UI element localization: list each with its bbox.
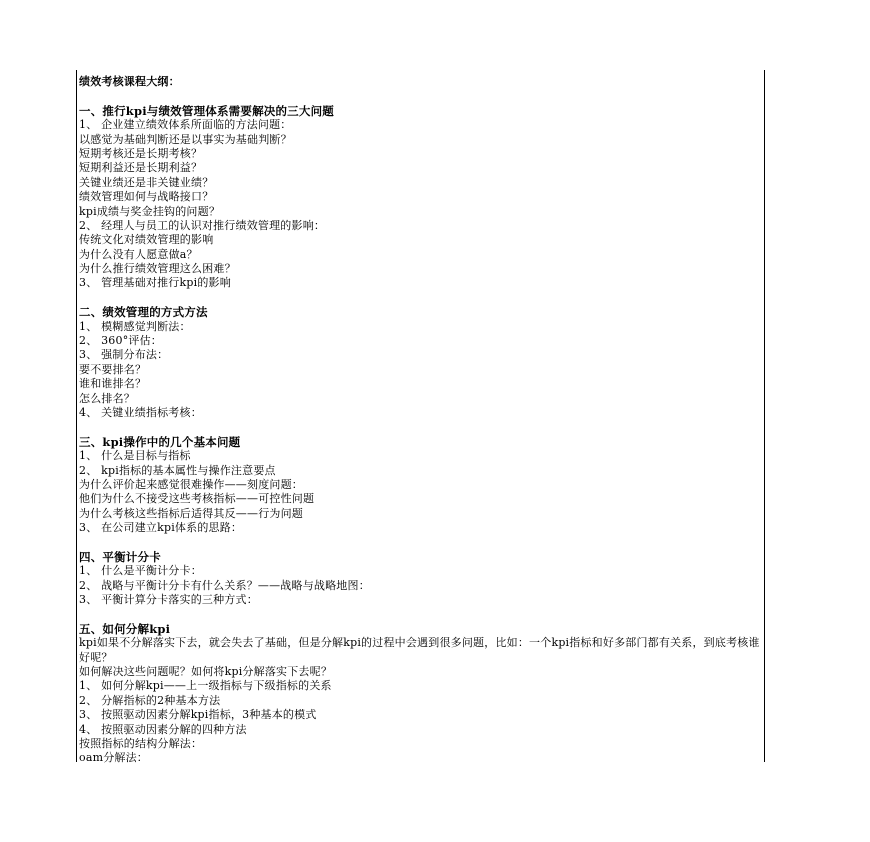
outline-line: 为什么推行绩效管理这么困难？ [79, 262, 236, 276]
outline-line: 要不要排名？ [79, 362, 147, 376]
outline-line: 2、 战略与平衡计分卡有什么关系？——战略与战略地图： [79, 578, 370, 592]
spacer [79, 607, 760, 621]
outline-line: 为什么考核这些指标后适得其反——行为问题 [79, 506, 303, 520]
outline-line: 以感觉为基础判断还是以事实为基础判断？ [79, 132, 292, 146]
outline-line: 4、 按照驱动因素分解的四种方法 [79, 722, 247, 736]
outline-line: 3、 按照驱动因素分解kpi指标，3种基本的模式 [79, 708, 317, 722]
outline-line: 短期考核还是长期考核？ [79, 146, 203, 160]
outline-line: 谁和谁排名？ [79, 377, 147, 391]
section-heading: 二、绩效管理的方式方法 [79, 305, 208, 320]
outline-line: 3、 平衡计算分卡落实的三种方式： [79, 593, 258, 607]
outline-line: 3、 管理基础对推行kpi的影响 [79, 276, 231, 290]
outline-line: 1、 企业建立绩效体系所面临的方法问题： [79, 118, 292, 132]
outline-line: 关键业绩还是非关键业绩？ [79, 175, 214, 189]
outline-line: 1、 什么是平衡计分卡： [79, 564, 202, 578]
outline-line: 绩效管理如何与战略接口？ [79, 190, 214, 204]
outline-line: 他们为什么不接受这些考核指标——可控性问题 [79, 492, 315, 506]
outline-line: 2、 360°评估： [79, 334, 162, 348]
document-page [76, 70, 765, 765]
section-heading: 三、kpi操作中的几个基本问题 [79, 434, 241, 449]
outline-line: 如何解决这些问题呢？如何将kpi分解落实下去呢？ [79, 665, 333, 679]
outline-line: 为什么评价起来感觉很难操作——刻度问题： [79, 477, 303, 491]
outline-line: 2、 分解指标的2种基本方法 [79, 693, 221, 707]
outline-line: 4、 关键业绩指标考核： [79, 405, 202, 419]
section-heading: 五、如何分解kpi [79, 621, 171, 636]
outline-line: 传统文化对绩效管理的影响 [79, 233, 214, 247]
outline-line: 2、 kpi指标的基本属性与操作注意要点 [79, 463, 276, 477]
outline-line: 3、 强制分布法： [79, 348, 169, 362]
outline-title: 绩效考核课程大纲： [79, 75, 180, 88]
outline-line: kpi成绩与奖金挂钩的问题？ [79, 204, 221, 218]
outline-line: 1、 如何分解kpi——上一级指标与下级指标的关系 [79, 679, 332, 693]
outline-line: 1、 什么是目标与指标 [79, 449, 191, 463]
outline-content [79, 75, 760, 766]
spacer [79, 420, 760, 434]
section-heading: 一、推行kpi与绩效管理体系需要解决的三大问题 [79, 103, 334, 118]
outline-line: 2、 经理人与员工的认识对推行绩效管理的影响： [79, 218, 326, 232]
outline-line: 怎么排名？ [79, 391, 135, 405]
section-heading: 四、平衡计分卡 [79, 549, 161, 564]
outline-line: 短期利益还是长期利益？ [79, 161, 203, 175]
outline-line: 3、 在公司建立kpi体系的思路： [79, 521, 243, 535]
spacer [79, 536, 760, 550]
outline-paragraph: kpi如果不分解落实下去，就会失去了基础，但是分解kpi的过程中会遇到很多问题，比如：一个kpi指标和好多部门都有关系，到底考核谁好呢？ [79, 636, 760, 664]
outline-line: 1、 模糊感觉判断法： [79, 319, 191, 333]
outline-line: 为什么没有人愿意做a？ [79, 247, 198, 261]
outline-line: oam分解法： [79, 751, 149, 765]
outline-line: 按照指标的结构分解法： [79, 737, 203, 750]
spacer [79, 291, 760, 305]
spacer [79, 89, 760, 103]
